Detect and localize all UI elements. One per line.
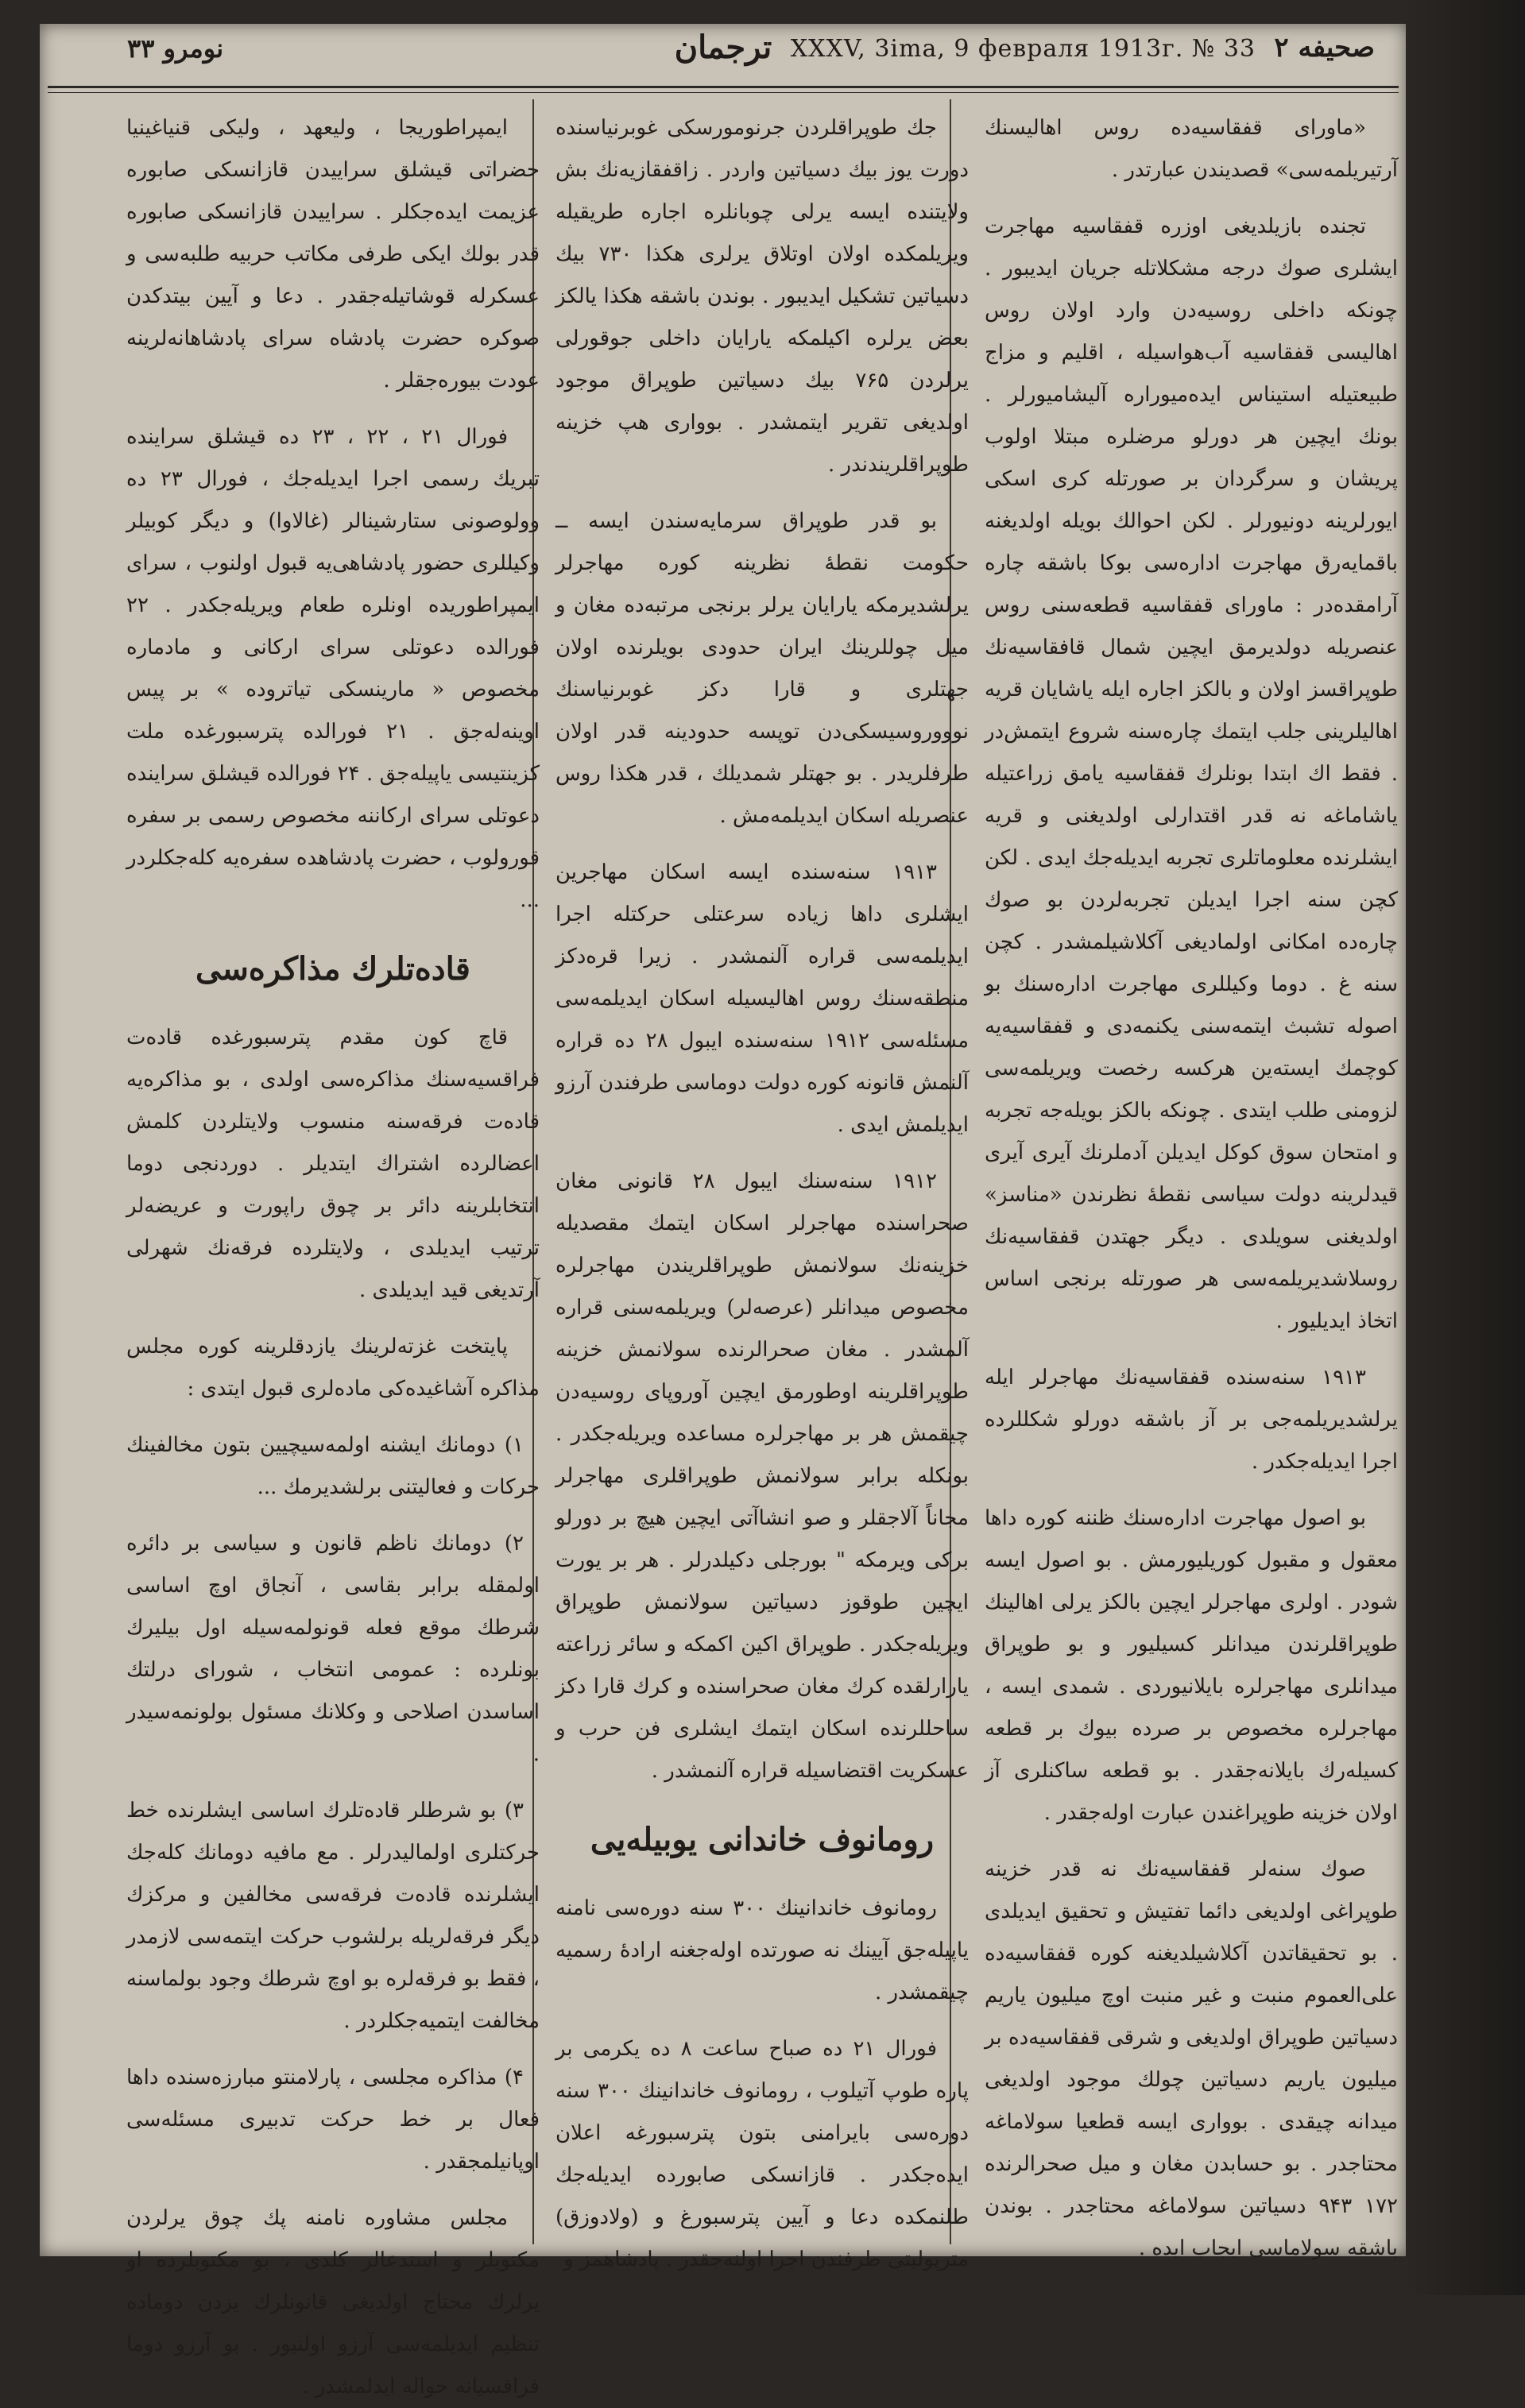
column-right <box>985 107 1399 2260</box>
paragraph: بو اصول مهاجرت اداره‌سنك ظننه كوره داها معقول و مقبول كوریلیورمش . بو اصول ایسه شودر . اولری مهاجرلر ایچین بالكز یرلی اهالینك طوپراقلرندن میدانلر كسیلیور و بو طوپراق میدانلری مهاجرلره بایلانیوردی . شمدی ایسه ، مهاجرلره مخصوص بر صرده بیوك بر قطعه كسیله‌رك بایلانه‌جقدر . بو قطعه ساكنلری آز اولان خزینه طوپراغندن عبارت اوله‌جقدر . <box>985 1506 1398 1825</box>
column-middle <box>555 107 969 2271</box>
paragraph: ایمپراطوریجا ، ولیعهد ، ولیكی قنیاغینیا حضراتی قیشلق سراییدن قازانسكی صابوره عزیمت ایده‌جكلر . سراییدن قازانسكی صابوره قدر بولك ایكی طرفی مكاتب حربیه طلبه‌سی و عسكرله قوشاتیله‌جقدر . دعا و آیین بیتدكدن صوكره حضرت پادشاه سرای پادشاهانه‌لرینه عودت بیوره‌جقلر . <box>126 116 540 392</box>
paragraph: ۱۹۱۳ سنه‌سنده قفقاسیه‌نك مهاجرلر ایله یرلشدیریلمه‌جی بر آز باشقه دورلو شكللرده اجرا ایدیله‌جكدر . <box>985 1366 1398 1474</box>
masthead-rule <box>48 86 1399 88</box>
paragraph: فورال ۲۱ ده صباح ساعت ۸ ده یكرمی بر پاره طوپ آتیلوب ، رومانوف خاندانینك ۳۰۰ سنه دوره‌سی بایرامنی بتون پترسبورغه اعلان ایده‌جكدر . قازانسكی صابورده ایدیله‌جك طلنمكده دعا و آیین پترسبورغ و (ولادوزق) مترپولیتی طرفندن اجرا اولنه‌جقدر . پادشاهمز و <box>555 2037 969 2271</box>
russian-date-line: XXXV, 3ima, 9 февраля 1913г. № 33 <box>790 35 1256 63</box>
resolution-item: ۱) دومانك ایشنه اولمه‌سیچیین بتون مخالفینك حركات و فعالیتنی برلشدیرمك ... <box>126 1433 540 1499</box>
paragraph: بو قدر طوپراق سرمایه‌سندن ایسه ــ حكومت نقطهٔ نظرینه كوره مهاجرلر یرلشدیرمكه یارایان یرلر برنجی مرتبه‌ده مغان و میل چوللرینك ایران حدودی بویلرنده اولان جهتلری و قارا دكز غوبرنیاسنك نوووروسیسكی‌دن توپسه حدودینه قدر اولان طرفلریدر . بو جهتلر شمدیلك ، قدر هكذا روس عنصریله اسكان ایدیلمه‌مش . <box>555 509 969 828</box>
paragraph: تجنده بازیلدیغی اوزره قفقاسیه مهاجرت ایشلری صوك درجه مشكلاتله جریان ایدیبور . چونكه داخلی روسیه‌دن وارد اولان روس اهالیسی قفقاسیه آب‌هواسیله ، اقلیم و مزاج طبیعتیله استیناس ایده‌میوراره آلیشامیورلر . بونك ایچین هر دورلو مرضلره مبتلا اولوب پریشان و سرگردان بر صورتله كری اسكی ایورلرینه دونیورلر . لكن احوالك بویله اولدیغنه باقمایه‌رق مهاجرت اداره‌سی بوكا باشقه چاره آرامقده‌در : ماورای قفقاسیه قطعه‌سنی روس عنصریله دولدیرمق ایچین شمال قافقاسیه‌نك طوپراقسز اولان و بالكز اجاره ایله یاشایان قریه اهالیلرینی جلب ایتمك چاره‌سنه شروع ایتمش‌در . فقط اك ابتدا بونلرك قفقاسیه یامق زراعتیله یاشاماغه نه قدر اقتدارلی اولدیغنی و قریه ایشلرنده معلوماتلری تجربه ایدیله‌جك ایدی . لكن كچن سنه اجرا ایدیلن تجربه‌لردن بو صوك چاره‌ده امكانی اولمادیغی آكلاشیلمشدر . كچن سنه غ . دوما وكیللری مهاجرت اداره‌سنك بو اصوله تشبث ایتمه‌سنی یكنمه‌دی و قفقاسیه‌یه كوچمك ایسته‌ین هركسه رخصت ویریلمه‌سی لزومنی طلب ایتدی . چونكه بالكز بویله‌جه تجربه و امتحان سوق كوكل ایدیلن آدملرنك آیری آیری قیدلرینه دولت سیاسی نقطهٔ نظرندن «مناسز» اولدیغنی سویلدی . دیگر جهتدن قفقاسیه‌نك روسلاشدیریلمه‌سی هر صورتله برنجی اساس اتخاذ ایدیلیور . <box>985 215 1398 1333</box>
page-number: صحیفه ۲ <box>1274 32 1375 64</box>
article-heading: رومانوف خاندانی یوبیله‌یی <box>590 1821 935 1858</box>
paragraph: ۱۹۱۳ سنه‌سنده ایسه اسكان مهاجرین ایشلری داها زیاده سرعتلی حركتله اجرا ایدیلمه‌سی قراره آلنمشدر . زیرا قره‌دكز منطقه‌سنك روس اهالیسیله اسكان ایدیلمه‌سی مسئله‌سی ۱۹۱۲ سنه‌سنده ایبول ۲۸ ده قراره آلنمش قانونه كوره دولت دوماسی طرفندن آرزو ایدیلمش ایدی . <box>555 860 969 1137</box>
issue-number: نومرو ۳۳ <box>127 33 224 64</box>
resolution-item: ۲) دومانك ناظم قانون و سیاسی بر دائره اولمقله برابر بقاسی ، آنجاق اوچ اساسی شرطك موقع فعله قونولمه‌سیله اول بیلیرك بونلرده : عمومی انتخاب ، شورای درلتك اساسدن اصلاحی و وكلانك مسئول بولونمه‌سیدر . <box>126 1532 540 1766</box>
paragraph: مجلس مشاوره نامنه پك چوق یرلردن مكتوبلر و استدعالر كلدی ، بو مكتوبلرده او یرلرك محتاج اولدیغی قانونلرك یزدن دوماده تنظیم ایدیلمه‌سی آرزو اولنیور . بو آرزو دوما فراقسیانه حواله ایدلمشدر . <box>126 2206 540 2398</box>
paragraph: قاچ كون مقدم پترسبورغده قاده‌ت فراقسیه‌سنك مذاكره‌سی اولدی ، بو مذاكره‌یه قاده‌ت فرقه‌سنه منسوب ولایتلردن كلمش اعضالرده اشتراك ایتدیلر . دوردنجی دوما انتخابلرینه دائر بر چوق راپورت و عریضه‌لر ترتیب ایدیلدی ، ولایتلرده فرقه‌نك شهرلی آرتدیغی قید ایدیلدی . <box>126 1026 540 1302</box>
column-left <box>126 107 540 2398</box>
paragraph: رومانوف خاندانینك ۳۰۰ سنه دوره‌سی نامنه یاپیله‌جق آیینك نه صورتده اوله‌جغنه ارادهٔ رسمیه چیقمشدر . <box>555 1896 969 2004</box>
masthead <box>72 24 1375 79</box>
resolution-item: ۳) بو شرطلر قاده‌تلرك اساسی ایشلرنده خط حركتلری اولمالیدرلر . مع مافیه دومانك كله‌جك ایشلرنده قاده‌ت فرقه‌سی مخالفین و مركزك دیگر فرقه‌لریله برلشوب حركت ایتمه‌سی لازمدر ، فقط بو فرقه‌لره بو اوچ شرطك وجود بولماسنه مخالفت ایتمیه‌جكلردر . <box>126 1799 540 2033</box>
paragraph: فورال ۲۱ ، ۲۲ ، ۲۳ ده قیشلق سراینده تبریك رسمی اجرا ایدیله‌جك ، فورال ۲۳ ده وولوصونی ستارشینالر (غالاوا) و دیگر كوبیلر وكیللری حضور پادشاهی‌یه قبول اولنوب ، سرای ایمپراطوریده اونلره طعام ویریله‌جكدر . ۲۲ فورالده دعوتلی سرای اركانی و مادماره مخصوص « مارینسكی تیاتروده » بر پیس اوینه‌له‌جق . ۲۱ فورالده پترسبورغده ملت كزینتیسی یاپیله‌جق . ۲۴ فورالده قیشلق سراینده دعوتلی سرای اركاننه مخصوص رسمی بر سفره قورولوب ، حضرت پادشاهده سفره‌یه كله‌جكلردر ... <box>126 425 540 912</box>
masthead-rule-thin <box>48 92 1399 93</box>
newspaper-title: ترجمان <box>674 29 772 66</box>
resolution-item: ۴) مذاكره مجلسی ، پارلامنتو مبارزه‌سنده داها فعال بر خط حركت تدبیری مسئله‌سی اوپانیلمجقدر . <box>126 2066 540 2174</box>
article-heading: قاده‌تلرك مذاكره‌سی <box>195 950 470 988</box>
paragraph: صوك سنه‌لر قفقاسیه‌نك نه قدر خزینه طوپراغی اولدیغی دائما تفتیش و تحقیق ایدیلدی . بو تحقیقاتدن آكلاشیلدیغنه كوره قفقاسیه‌ده علی‌العموم منبت و غیر منبت اوچ میلیون یاریم دسیاتین طوپراق اولدیغی و شرقی قفقاسیه‌ده بر میلیون یاریم دسیاتین چولك موجود اولدیغی میدانه چیقدی . بوواری ایسه قطعیا سولاماغه محتاجدر . بو حسابدن مغان و میل صحرالرنده ۱۷۲ ۹۴۳ دسیاتین سولاماغه محتاجدر . بوندن باشقه سولاماسی ایجاب ایده . <box>985 1857 1399 2260</box>
page-edge-shadow <box>1406 0 1525 2295</box>
paragraph: «ماورای قفقاسیه‌ده روس اهالیسنك آرتیریلمه‌سی» قصدیندن عبارتدر . <box>985 116 1398 182</box>
paragraph: پایتخت غزته‌لرینك یازدقلرینه كوره مجلس مذاكره آشاغیده‌كی ماده‌لری قبول ایتدی : <box>126 1335 540 1401</box>
paragraph: جك طوپراقلردن جرنومورسكی غوبرنیاسنده دورت یوز بیك دسیاتین واردر . زاقفقازیه‌نك بش ولایتنده ایسه یرلی چوبانلره اجاره طریقیله ویریلمكده اولان اوتلاق یرلری هكذا ۷۳۰ بیك دسیاتین تشكیل ایدیبور . بوندن باشقه هكذا یالكز بعض یرلره اكیلمكه یارایان داخلی جوقورلی یرلردن ۷۶۵ بیك دسیاتین طوپراق موجود اولدیغی تقریر ایتمشدر . بوواری هپ خزینه طوپراقلریندندر . <box>555 116 969 477</box>
paragraph: ۱۹۱۲ سنه‌سنك ایبول ۲۸ قانونی مغان صحراسنده مهاجرلر اسكان ایتمك مقصدیله خزینه‌نك سولانمش طوپراقلریندن مهاجرلره مخصوص میدانلر (عرصه‌لر) ویریلمه‌سنی قراره آلمشدر . مغان صحرالرنده سولانمش خزینه طوپراقلرینه اوطورمق ایچین آوروپای روسیه‌دن چیقمش هر بر مهاجرلره مساعده ویریله‌جكدر . بونكله برابر سولانمش طوپراقلری مهاجرلر مجاناً آلاجقلر و صو انشاآتی ایچین هیچ بر دورلو بركی ویرمكه " بورجلی دكیلدرلر . هر بر یورت ایچین طوقوز دسیاتین سولانمش طوپراق ویریله‌جكدر . طوپراق اكین اكمكه و سائر زراعته یارارلقده كرك مغان صحراسنده و كرك قارا دكز ساحللرنده اسكان ایتمك ایشلری فن حرب و عسكریت اقتضاسیله قراره آلنمشدر . <box>555 1169 969 1783</box>
